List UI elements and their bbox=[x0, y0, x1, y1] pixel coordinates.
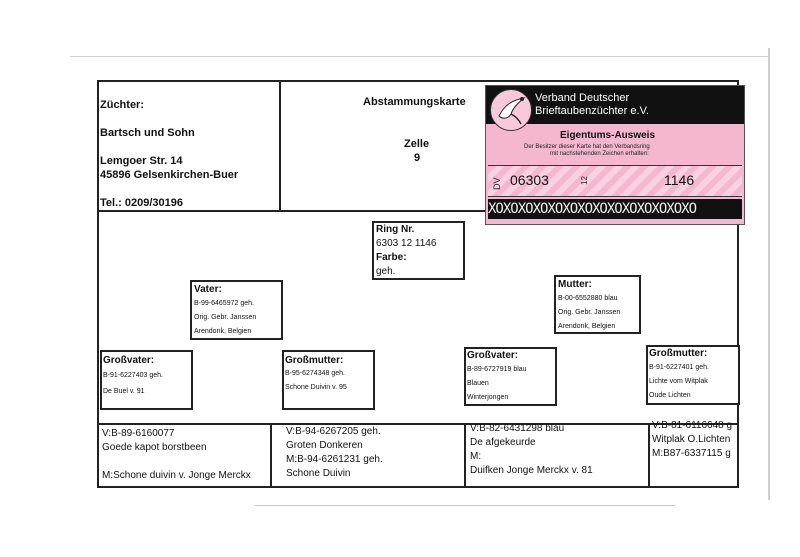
ggp-2-line3: M:B-94-6261231 geh. bbox=[286, 454, 383, 465]
mother-line2: Orig. Gebr. Janssen bbox=[558, 309, 621, 316]
mother-line3: Arendonk, Belgien bbox=[558, 323, 616, 330]
grandparent-2-line1: B-95-6274348 geh. bbox=[285, 370, 345, 377]
ggp-3-line4: Duifken Jonge Merckx v. 81 bbox=[470, 465, 593, 476]
breeder-label: Züchter: bbox=[100, 99, 144, 111]
ggp-col-divider-2 bbox=[464, 423, 466, 487]
stamp-org-line1: Verband Deutscher bbox=[535, 92, 630, 104]
grandparent-4-line1: B-91-6227401 geh. bbox=[649, 364, 709, 371]
ring-label: Ring Nr. bbox=[376, 224, 415, 235]
stamp-year: 12 bbox=[580, 176, 589, 185]
cell-value: 9 bbox=[414, 152, 421, 164]
grandparent-3-label: Großvater: bbox=[467, 350, 519, 361]
grandparent-4-line2: Lichte vom Witplak bbox=[649, 378, 708, 385]
ggp-col-3 bbox=[470, 423, 646, 483]
stamp-text-line2: mit nachstehenden Zeichen erhalten: bbox=[550, 151, 649, 157]
pigeon-logo-icon bbox=[490, 89, 532, 131]
color-label: Farbe: bbox=[376, 252, 407, 263]
ggp-col-divider-3 bbox=[648, 423, 650, 487]
ggp-3-line3: M: bbox=[470, 451, 482, 462]
ggp-col-2 bbox=[286, 426, 462, 486]
grandparent-1-line1: B-91-6227403 geh. bbox=[103, 372, 163, 379]
stamp-title: Eigentums-Ausweis bbox=[560, 130, 656, 141]
father-label: Vater: bbox=[194, 284, 222, 295]
ggp-col-1 bbox=[102, 428, 268, 486]
ggp-4-line1: V:B-81-6116648 g bbox=[652, 420, 733, 431]
ownership-stamp bbox=[485, 85, 745, 225]
ggp-1-line2: Goede kapot borstbeen bbox=[102, 442, 207, 453]
breeder-street: Lemgoer Str. 14 bbox=[100, 155, 183, 167]
ggp-4-line3: M:B87-6337115 g bbox=[652, 448, 731, 459]
stamp-number: 06303 bbox=[510, 172, 549, 188]
stamp-dv: DV bbox=[492, 177, 502, 190]
scan-edge-top bbox=[70, 56, 770, 57]
scan-edge-right bbox=[768, 48, 770, 500]
grandparent-1-label: Großvater: bbox=[103, 355, 155, 366]
breeder-phone: Tel.: 0209/30196 bbox=[100, 197, 183, 209]
ring-value: 6303 12 1146 bbox=[376, 238, 437, 249]
color-value: geh. bbox=[376, 266, 396, 277]
ggp-3-line2: De afgekeurde bbox=[470, 437, 536, 448]
grandparent-1-line2: De Buel v. 91 bbox=[103, 388, 145, 395]
stamp-footer-pattern: XOXOXOXOXOXOXOXOXOXOXOXOXOXO bbox=[488, 199, 742, 219]
grandparent-4-line3: Oude Lichten bbox=[649, 392, 691, 399]
card-title: Abstammungskarte bbox=[363, 96, 466, 108]
ggp-2-line4: Schone Duivin bbox=[286, 468, 351, 479]
ggp-2-line1: V:B-94-6267205 geh. bbox=[286, 426, 381, 437]
grandparent-3-line2: Blauen bbox=[467, 380, 489, 387]
ggp-1-line1: V:B-89-6160077 bbox=[102, 428, 175, 439]
stamp-org-line2: Brieftaubenzüchter e.V. bbox=[535, 105, 649, 117]
breeder-city: 45896 Gelsenkirchen-Buer bbox=[100, 169, 239, 181]
mother-label: Mutter: bbox=[558, 279, 592, 290]
stamp-ring-number: 1146 bbox=[664, 172, 695, 188]
grandparent-3-line3: Winterjongen bbox=[467, 394, 509, 401]
father-line3: Arendonk, Belgien bbox=[194, 328, 252, 335]
breeder-name: Bartsch und Sohn bbox=[100, 127, 195, 139]
ggp-col-4 bbox=[652, 420, 768, 480]
breeder-divider bbox=[279, 80, 281, 211]
stamp-text-line1: Der Besitzer dieser Karte hat den Verbandsring bbox=[524, 144, 650, 150]
grandparent-2-line2: Schone Duivin v. 95 bbox=[285, 384, 347, 391]
ggp-1-line4: M:Schone duivin v. Jonge Merckx bbox=[102, 470, 251, 481]
ggp-2-line2: Groten Donkeren bbox=[286, 440, 363, 451]
cell-label: Zelle bbox=[404, 138, 430, 150]
father-line1: B-99-6465972 geh. bbox=[194, 300, 254, 307]
grandparent-4-label: Großmutter: bbox=[649, 348, 708, 359]
ggp-col-divider-1 bbox=[270, 423, 272, 487]
grandparent-2-label: Großmutter: bbox=[285, 355, 344, 366]
ggp-4-line2: Witplak O.Lichten bbox=[652, 434, 731, 445]
father-line2: Orig. Gebr. Janssen bbox=[194, 314, 257, 321]
ggp-3-line1: V:B-82-6431298 blau bbox=[470, 423, 565, 434]
scan-edge-bottom bbox=[255, 505, 675, 506]
mother-line1: B-00-6552880 blau bbox=[558, 295, 618, 302]
grandparent-3-line1: B-89-6727919 blau bbox=[467, 366, 527, 373]
